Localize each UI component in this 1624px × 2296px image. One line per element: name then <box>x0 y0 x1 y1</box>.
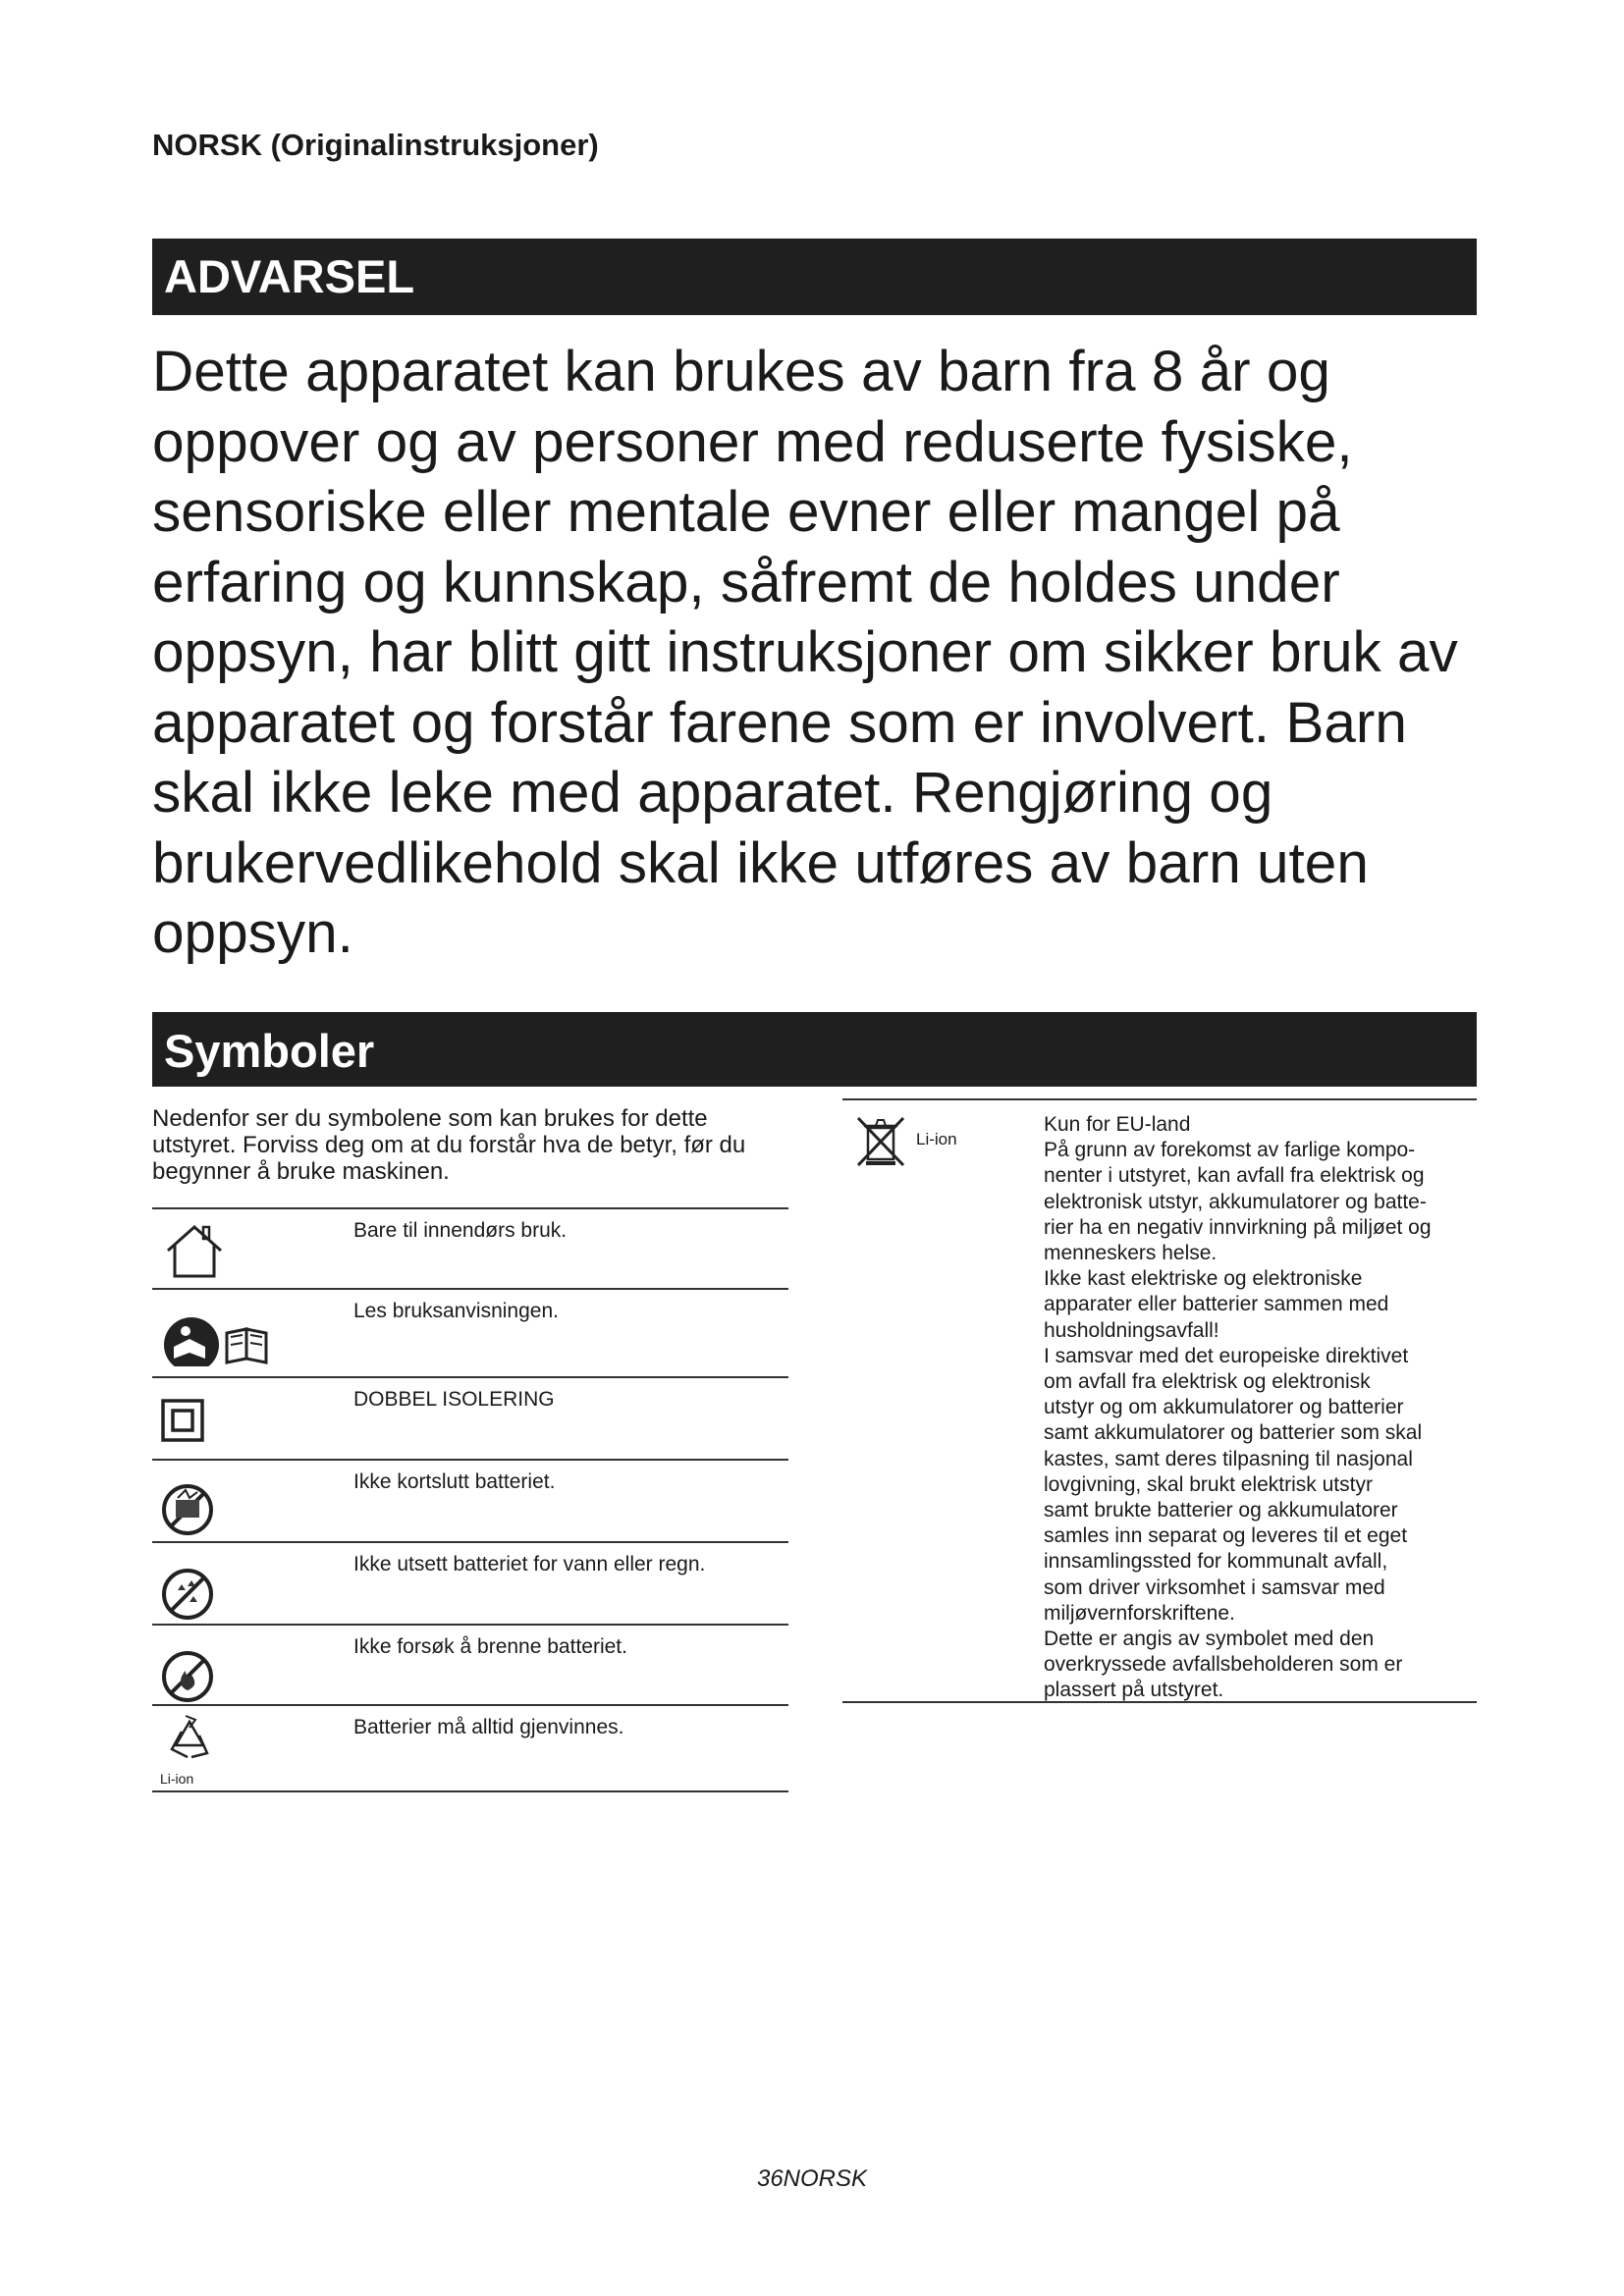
eu-text: Kun for EU-land På grunn av forekomst av farlige kompo- nenter i utstyret, kan avfall fra elektrisk og elektronisk utstyr, akkumulatorer og batte- rier ha en negativ innvirkning på miljøet og menneskers helse. Ikke kast elektriske og elektroniske apparater eller batterier sammen med husholdningsavfall! I samsvar med det europeiske direktivet om avfall fra elektrisk og elektronisk utstyr og om akkumulatorer og batterier samt akkumulatorer og batterier som skal kastes, samt deres tilpasning til nasjonal lovgivning, skal brukt elektrisk utstyr samt brukte batterier og akkumulatorer samles inn separat og leveres til et eget innsamlingssted for kommunalt avfall, som driver virksomhet i samsvar med miljøvernforskriftene. Dette er angis av symbolet med den overkryssede avfallsbeholderen som er plassert på utstyret. <box>1044 1113 1432 1702</box>
read-manual-icon <box>160 1298 356 1366</box>
symbol-text: Bare til innendørs bruk. <box>353 1219 568 1242</box>
symbols-table <box>152 1207 788 1792</box>
symbol-text: Batterier må alltid gjenvinnes. <box>353 1716 624 1738</box>
page-number: 36NORSK <box>756 2165 868 2192</box>
symbol-row <box>152 1207 788 1288</box>
no-water-icon <box>160 1551 356 1620</box>
warning-text: Dette apparatet kan brukes av barn fra 8 år og oppover og av personer med reduserte fysiske, sensoriske eller mentale evner eller mangel på erfaring og kunnskap, såfremt de holdes under oppsyn, har blitt gitt instruksjoner om sikker bruk av apparatet og forstår farene som er involvert. Barn skal ikke leke med apparatet. Rengjøring og brukervedlikehold skal ikke utføres av barn uten oppsyn. <box>152 340 1458 965</box>
symbol-row <box>152 1704 788 1792</box>
symbol-row <box>152 1459 788 1541</box>
symbol-text: DOBBEL ISOLERING <box>353 1388 555 1411</box>
crossed-bin-icon <box>852 1114 909 1169</box>
recycle-icon <box>160 1714 356 1787</box>
double-insulation-icon <box>160 1386 356 1455</box>
recycle-icon-label: Li-ion <box>160 1771 194 1787</box>
symbols-intro: Nedenfor ser du symbolene som kan brukes for dette utstyret. Forviss deg om at du forstår hva de betyr, før du begynner å bruke maskinen. <box>152 1105 746 1185</box>
symbols-heading: Symboler <box>152 1012 1477 1087</box>
symbol-text: Les bruksanvisningen. <box>353 1300 559 1322</box>
symbol-text: Ikke forsøk å brenne batteriet. <box>353 1635 627 1658</box>
symbol-text: Ikke kortslutt batteriet. <box>353 1470 556 1493</box>
no-fire-icon <box>160 1633 356 1702</box>
symbol-row <box>152 1541 788 1624</box>
no-short-circuit-icon <box>160 1468 356 1537</box>
warning-heading: ADVARSEL <box>152 239 1477 315</box>
eu-disposal-block <box>842 1098 1477 1703</box>
page-header: NORSK (Originalinstruksjoner) <box>152 128 599 162</box>
symbol-row <box>152 1624 788 1704</box>
symbol-row <box>152 1376 788 1459</box>
symbol-row <box>152 1288 788 1376</box>
eu-icon-label: Li-ion <box>916 1130 957 1148</box>
house-icon <box>160 1217 356 1286</box>
symbol-text: Ikke utsett batteriet for vann eller regn. <box>353 1553 706 1575</box>
